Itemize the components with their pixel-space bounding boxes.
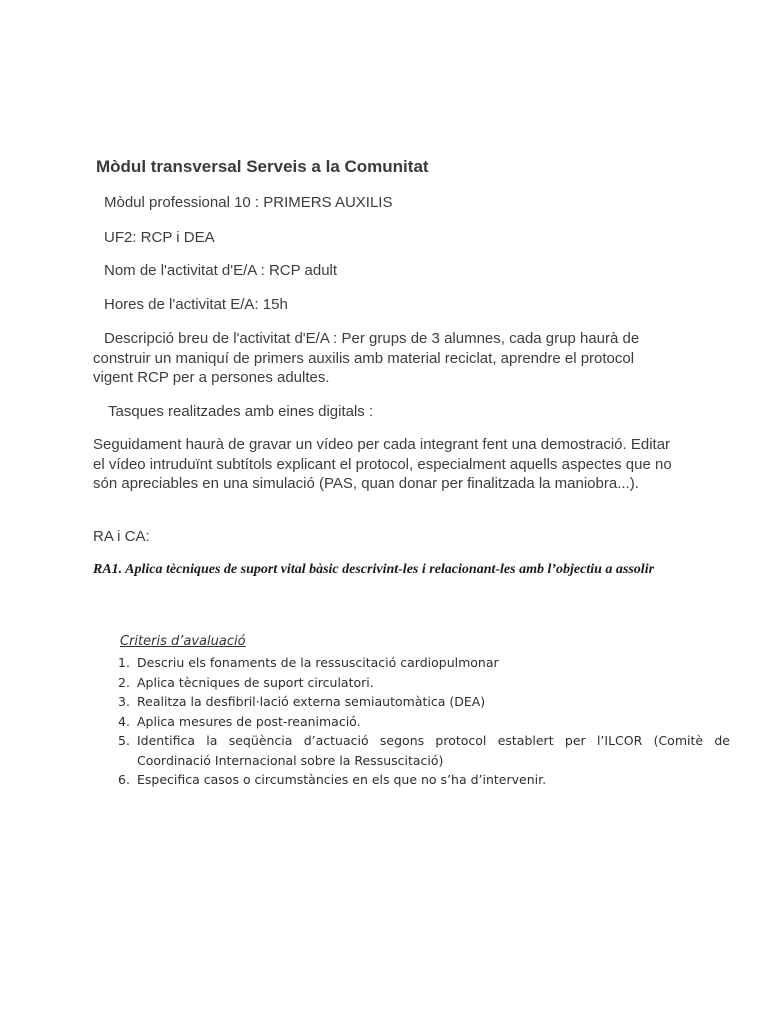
criteri-text: Realitza la desfibril·lació externa semiautomàtica (DEA) bbox=[137, 694, 486, 709]
criteri-item bbox=[118, 712, 730, 732]
criteri-text: Aplica mesures de post-reanimació. bbox=[137, 713, 361, 729]
criteri-number: 1. bbox=[118, 655, 130, 670]
criteri-number: 3. bbox=[118, 694, 130, 709]
criteri-number: 2. bbox=[118, 674, 130, 690]
tasques-text: Seguidament haurà de gravar un vídeo per cada integrant fent una demostració. Editar el vídeo intruduïnt subtítols explicant el protocol, especialment aquells aspectes que no són apreciables en una simulació (PAS, quan donar per finalitzada la maniobra...). bbox=[93, 436, 672, 492]
criteri-item bbox=[118, 673, 730, 693]
criteris-list bbox=[118, 653, 730, 790]
criteri-text: Descriu els fonaments de la ressuscitació cardiopulmonar bbox=[137, 655, 499, 670]
criteri-item bbox=[118, 770, 730, 790]
ra-ca-label: RA i CA: bbox=[93, 528, 150, 545]
criteri-number: 5. bbox=[118, 733, 130, 748]
criteri-number: 4. bbox=[118, 713, 130, 729]
descripcio-activitat: Descripció breu de l'activitat d'E/A : Per grups de 3 alumnes, cada grup haurà de construir un maniquí de primers auxilis amb material reciclat, aprendre el protocol vigent RCP per a persones adultes. bbox=[93, 330, 640, 386]
nom-activitat: Nom de l'activitat d'E/A : RCP adult bbox=[104, 262, 338, 279]
ra1-heading: RA1. Aplica tècniques de suport vital bàsic descrivint-les i relacionant-les amb l’objectiu a assolir bbox=[93, 562, 655, 577]
criteri-text: Aplica tècniques de suport circulatori. bbox=[137, 674, 374, 690]
criteri-item bbox=[118, 692, 730, 712]
criteri-text: Especifica casos o circumstàncies en els que no s’ha d’intervenir. bbox=[137, 772, 547, 787]
modul-professional: Mòdul professional 10 : PRIMERS AUXILIS bbox=[104, 194, 393, 211]
hores-activitat: Hores de l'activitat E/A: 15h bbox=[104, 296, 288, 313]
criteris-title: Criteris d’avaluació bbox=[120, 634, 246, 649]
criteri-number: 6. bbox=[118, 772, 130, 787]
document-title: Mòdul transversal Serveis a la Comunitat bbox=[96, 157, 429, 176]
criteri-item bbox=[118, 653, 730, 673]
tasques-label: Tasques realitzades amb eines digitals : bbox=[108, 403, 374, 420]
criteri-text: Identifica la seqüència d’actuació segons protocol establert per l’ILCOR (Comitè de Coordinació Internacional sobre la Ressuscitació) bbox=[137, 733, 730, 768]
unitat-formativa: UF2: RCP i DEA bbox=[104, 229, 215, 246]
criteri-item bbox=[118, 731, 730, 770]
